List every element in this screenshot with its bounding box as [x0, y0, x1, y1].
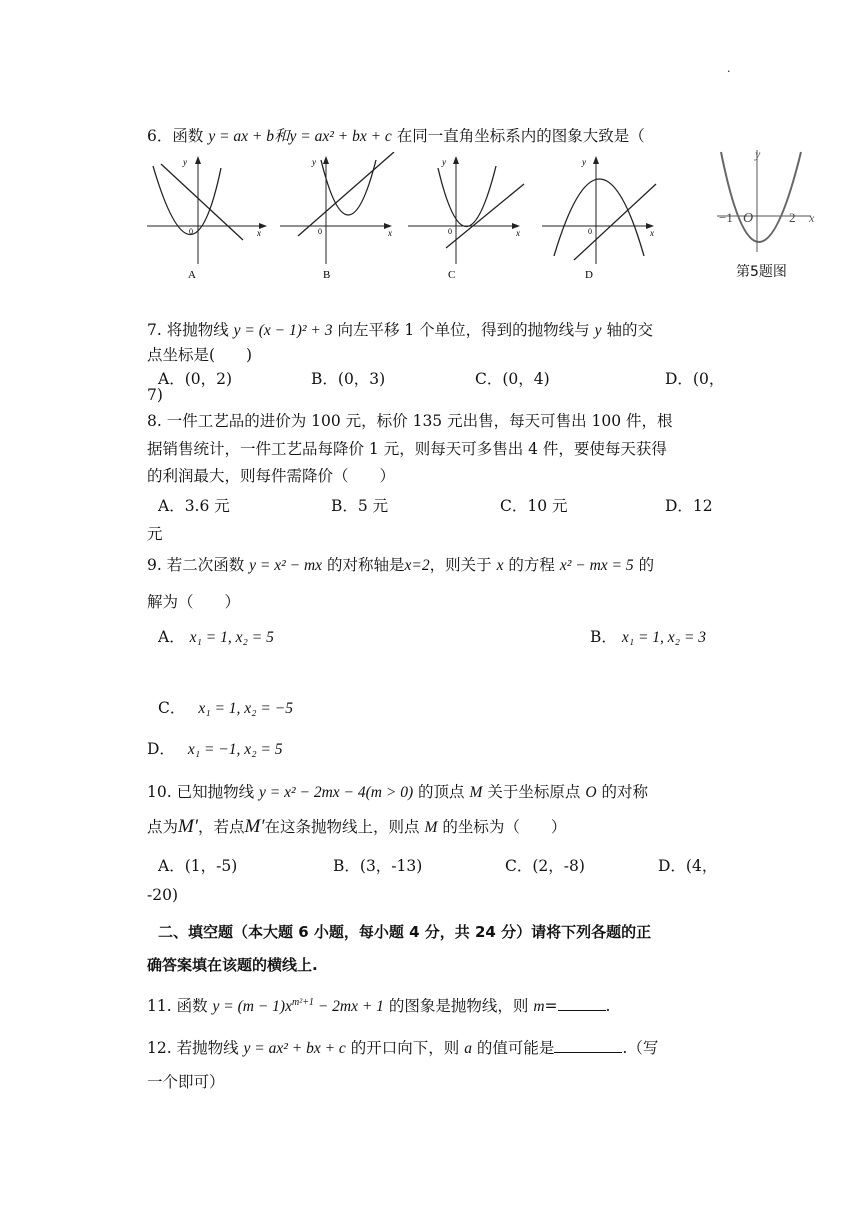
- figure-5: [713, 146, 823, 256]
- q10-text-h: 的坐标为（ ）: [442, 818, 567, 836]
- graph-b-origin: 0: [318, 227, 322, 236]
- q9-axis-value: x=2: [404, 557, 430, 574]
- graph-b-label: B: [323, 269, 331, 280]
- q10-m-prime-2: M′: [244, 816, 265, 837]
- question-6-stem: [147, 124, 645, 146]
- q7-option-d-wrap: 7): [147, 386, 163, 404]
- q10-option-d: D．(4，: [658, 857, 718, 875]
- q10-option-b: B．(3，-13): [333, 857, 423, 875]
- graph-c-origin: 0: [448, 227, 452, 236]
- q11-m-var: m: [533, 998, 545, 1015]
- q10-text-d: 的对称: [601, 783, 648, 801]
- q7-option-b: B．(0，3): [311, 370, 386, 388]
- graph-a-x-label: x: [257, 228, 261, 238]
- q9-text-a: 9. 若二次函数: [147, 556, 245, 574]
- question-8-line3: 的利润最大，则每件需降价（ ）: [147, 467, 396, 485]
- q9-option-b-value: x₁ = 1, x₂ = 3: [621, 629, 707, 646]
- q12-end: .（写: [622, 1039, 659, 1057]
- q9-text-b: 的对称轴是: [327, 556, 405, 574]
- q11-formula-b: − 2mx + 1: [313, 998, 384, 1015]
- graph-c-line: [446, 184, 524, 248]
- q7-text-c: 轴的交: [606, 321, 653, 339]
- graph-b: [276, 152, 404, 280]
- q12-answer-blank[interactable]: [554, 1038, 622, 1053]
- q11-text-mid: 的图象是抛物线，则: [388, 997, 529, 1015]
- q12-text-mid2: 的值可能是: [476, 1039, 555, 1057]
- graph-d-y-label: y: [582, 157, 586, 167]
- q9-text-e: 的: [638, 556, 655, 574]
- q9-formula-1: y = x² − mx: [249, 557, 323, 574]
- question-8-line1: 8. 一件工艺品的进价为 100 元，标价 135 元出售，每天可售出 100 件，根: [147, 412, 673, 430]
- q11-formula-a: y = (m − 1)x: [212, 998, 292, 1015]
- graph-c-parabola: [438, 166, 496, 227]
- q7-option-d: D．(0，: [665, 370, 725, 388]
- graph-a-y-label: y: [183, 157, 187, 167]
- question-12-line2: 一个即可）: [147, 1073, 225, 1091]
- graph-d: [538, 152, 666, 280]
- question-9-line1: [147, 553, 654, 575]
- fig5-x-label: x: [809, 211, 815, 225]
- q9-option-a-value: x₁ = 1, x₂ = 5: [189, 629, 274, 646]
- graph-c-y-label: y: [442, 157, 446, 167]
- graph-a-line: [161, 164, 243, 240]
- section-2-heading-line2: 确答案填在该题的横线上.: [147, 956, 318, 974]
- graph-d-line: [574, 184, 656, 260]
- q10-text-a: 10. 已知抛物线: [147, 783, 255, 801]
- q9-option-c-label: C．: [158, 699, 186, 717]
- graph-c: [404, 152, 532, 280]
- fig5-minus1: −1: [719, 210, 733, 225]
- question-7-line2: 点坐标是( ): [147, 346, 253, 364]
- graph-d-label: D: [585, 269, 593, 280]
- q11-end: .: [605, 997, 611, 1015]
- q7-y-var: y: [594, 322, 602, 339]
- graph-d-parabola: [554, 179, 644, 256]
- q10-text-e: 点为: [147, 818, 179, 836]
- q11-number: 11. 函数: [147, 997, 208, 1015]
- graph-b-parabola: [321, 160, 376, 215]
- page-mark: .: [727, 62, 731, 75]
- q10-option-d-wrap: -20): [147, 886, 179, 904]
- question-9-line2: 解为（ ）: [147, 593, 241, 611]
- q11-equals: =: [544, 997, 558, 1015]
- q10-m-var: M: [469, 784, 483, 801]
- graph-a-label: A: [188, 269, 196, 280]
- q8-option-b: B．5 元: [331, 497, 389, 515]
- q8-option-c: C．10 元: [500, 497, 568, 515]
- q10-formula: y = x² − 2mx − 4(m > 0): [259, 784, 414, 801]
- q10-option-a: A．(1，-5): [158, 857, 238, 875]
- q9-option-c: [158, 696, 293, 718]
- question-7-line1: [147, 318, 653, 340]
- q12-a-var: a: [464, 1040, 472, 1057]
- q7-option-a: A．(0，2): [158, 370, 233, 388]
- q10-text-g: 在这条抛物线上，则点: [264, 818, 420, 836]
- q7-text-a: 7. 将抛物线: [147, 321, 229, 339]
- q12-text-mid: 的开口向下，则: [350, 1039, 460, 1057]
- question-10-line1: [147, 780, 648, 802]
- q12-number: 12. 若抛物线: [147, 1039, 239, 1057]
- fig5-caption: 第5题图: [736, 264, 787, 280]
- q7-formula: y = (x − 1)² + 3: [233, 322, 333, 339]
- graph-a: [143, 152, 271, 280]
- graph-a-parabola: [153, 166, 221, 235]
- q9-formula-2: x² − mx = 5: [559, 557, 634, 574]
- section-2-heading: 二、填空题（本大题 6 小题，每小题 4 分，共 24 分）请将下列各题的正: [158, 923, 652, 941]
- graph-d-origin: 0: [588, 227, 592, 236]
- q6-tail: 在同一直角坐标系内的图象大致是（: [396, 127, 645, 145]
- q12-formula: y = ax² + bx + c: [243, 1040, 346, 1057]
- q10-m-prime: M′: [178, 816, 198, 837]
- question-11: [147, 994, 610, 1016]
- q9-text-c: ，则关于: [429, 556, 492, 574]
- question-12-line1: [147, 1036, 658, 1058]
- q7-text-b: 向左平移 1 个单位，得到的抛物线与: [337, 321, 590, 339]
- q10-text-b: 的顶点: [418, 783, 465, 801]
- q9-option-c-value: x₁ = 1, x₂ = −5: [198, 700, 293, 717]
- fig5-y-label: y: [755, 147, 761, 161]
- q9-option-b: [590, 625, 706, 647]
- q8-option-a: A．3.6 元: [158, 497, 230, 515]
- q8-option-d-wrap: 元: [147, 525, 163, 543]
- q8-option-d: D．12: [665, 497, 713, 515]
- q10-option-c: C．(2，-8): [505, 857, 585, 875]
- q7-option-c: C．(0，4): [475, 370, 550, 388]
- question-8-line2: 据销售统计，一件工艺品每降价 1 元，则每天可多售出 4 件，要使每天获得: [147, 440, 667, 458]
- q9-option-b-label: B．: [590, 628, 617, 646]
- graph-b-y-label: y: [312, 157, 316, 167]
- q6-number: 6．函数: [147, 127, 204, 145]
- q9-option-a-label: A．: [158, 628, 185, 646]
- q10-m-var-2: M: [424, 819, 438, 836]
- q10-o-var: O: [585, 784, 597, 801]
- q6-formula: y = ax + b和y = ax² + bx + c: [208, 128, 392, 145]
- q9-option-a: [158, 625, 274, 647]
- q9-x-var: x: [496, 557, 504, 574]
- graph-c-label: C: [448, 269, 456, 280]
- fig5-parabola: [721, 152, 801, 242]
- graph-d-x-label: x: [650, 228, 654, 238]
- fig5-two: 2: [789, 210, 796, 225]
- graph-c-x-label: x: [516, 228, 520, 238]
- q10-text-f: ，若点: [198, 818, 245, 836]
- q9-option-d-label: D．: [147, 740, 175, 758]
- q9-text-d: 的方程: [508, 556, 555, 574]
- question-10-line2: [147, 815, 566, 838]
- q10-text-c: 关于坐标原点: [487, 783, 581, 801]
- q9-option-d: [147, 737, 283, 759]
- q9-option-d-value: x₁ = −1, x₂ = 5: [187, 741, 283, 758]
- graph-a-origin: 0: [189, 227, 193, 236]
- q11-answer-blank[interactable]: [558, 996, 606, 1011]
- q11-exponent: m²+1: [291, 996, 314, 1008]
- fig5-origin: O: [743, 211, 754, 226]
- graph-b-x-label: x: [388, 228, 392, 238]
